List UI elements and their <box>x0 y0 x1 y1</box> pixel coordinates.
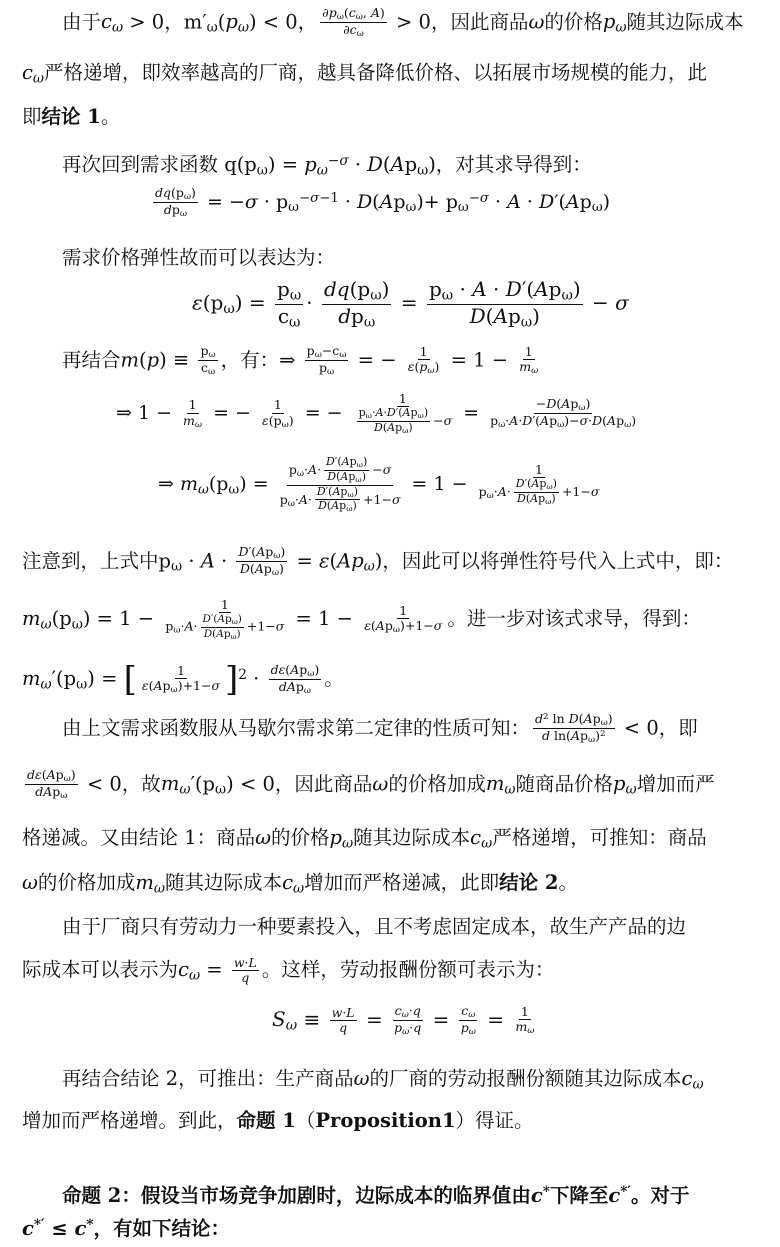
text-line-16: $\frac{d\varepsilon(Ap_\omega)}{dAp_\omega}$ < 0，故$m_\omega'(p_\omega) < 0$，因此商品ω的价格加成$m_\omega$随商品价格$p_\omega$增加而严 <box>27 768 715 802</box>
proposition-2-line-2: c*′ ≤ c*，有如下结论： <box>22 1217 231 1241</box>
text-line-1: 由于$c_\omega > 0$，$m'_\omega(p_\omega) < 0$， $\frac{\partial p_\omega(c_\omega, A)}{\partial c_\omega}$ > 0，因此商品ω的价格$p_\omega$随其边际成本 <box>62 6 744 40</box>
text-line-18: ω的价格加成$m_\omega$随其边际成本$c_\omega$增加而严格递减，此即结论 2。 <box>22 871 578 897</box>
text-line-20: 际成本可以表示为$c_\omega$ = $\frac{w\cdot L}{q}$ 。这样，劳动报酬份额可表示为： <box>22 955 555 985</box>
text-line-19: 由于厂商只有劳动力一种要素投入，且不考虑固定成本，故生产产品的边 <box>62 915 687 938</box>
equation-demand-derivative: $\frac{dq(p_\omega)}{dp_\omega}$ = $-\sigma \cdot p_\omega^{-\sigma-1} \cdot D(Ap_\omega)+ p_\omega^{-\sigma} \cdot A \cdot D'(Ap_\omega)$ <box>155 186 611 220</box>
text-line-12: 注意到，上式中$p_\omega \cdot A$ · $\frac{D'(Ap_\omega)}{D(Ap_\omega)}$ = $\varepsilon(Ap_\omega)$，因此可以将弹性符号代入上式中，即： <box>22 545 734 579</box>
text-line-15: 由上文需求函数服从马歇尔需求第二定律的性质可知： $\frac{d^2 \ln D(Ap_\omega)}{d \ln(Ap_\omega)^2}$ < 0，即 <box>62 712 698 746</box>
text-line-2: $c_\omega$严格递增，即效率越高的厂商，越具备降低价格、以拓展市场规模的能力，此 <box>22 61 708 87</box>
text-line-22: 再结合结论 2，可推出：生产商品ω的厂商的劳动报酬份额随其边际成本$c_\omega$ <box>62 1067 704 1093</box>
text-line-8: 再结合m(p) ≡ $\frac{p_\omega}{c_\omega}$ ，有：⇒ $\frac{p_\omega-c_\omega}{p_\omega}$ = − $\frac{1}{\varepsilon(p_\omega)}$ = 1 − $\frac{1}{m_\omega}$ <box>62 344 539 378</box>
text-line-6: 需求价格弹性故而可以表达为： <box>62 246 336 269</box>
text-line-4: 再次回到需求函数 $q(p_\omega) = p_\omega^{-\sigma} \cdot D(Ap_\omega)$，对其求导得到： <box>62 153 592 179</box>
equation-markup-step-2: ⇒ $m_\omega(p_\omega)$ = $p_\omega\cdot A\cdot$ $\frac{D'(Ap_\omega)}{D(Ap_\omega)}$ −σ $p_\omega\cdot A\cdot$ $\frac{D'(Ap_\omega)}{D(Ap_\omega)}$ +1−σ = 1 − 1 $p_\omega\cdot A\cdot$ $\frac{D'(Ap_\omega)}{D(Ap_\omega)}$ +1−σ <box>158 456 600 514</box>
equation-elasticity: $\varepsilon(p_\omega)$ = $\frac{p_\omega}{c_\omega}$ · $\frac{dq(p_\omega)}{dp_\omega}$ = $\frac{p_\omega \cdot A \cdot D'(Ap_\omega)}{D(Ap_\omega)}$ − σ <box>192 278 629 331</box>
text-line-3: 即结论 1。 <box>22 105 121 128</box>
text-line-13: $m_\omega(p_\omega) = 1$ − 1 $p_\omega\cdot A\cdot$ $\frac{D'(Ap_\omega)}{D(Ap_\omega)}$ +1−σ = 1 − $\frac{1}{\varepsilon(Ap_\omega)+1-\sigma}$ 。进一步对该式求导，得到： <box>22 598 701 641</box>
proposition-2-line-1: 命题 2：假设当市场竞争加剧时，边际成本的临界值由c*下降至c*′。对于 <box>62 1184 690 1208</box>
text-line-14: $m_\omega'(p_\omega)$ = [ $\frac{1}{\varepsilon(Ap_\omega)+1-\sigma}$ ]$^2$ · $\frac{d\varepsilon(Ap_\omega)}{dAp_\omega}$ 。 <box>22 660 344 700</box>
text-line-23: 增加而严格递增。到此，命题 1（Proposition1）得证。 <box>22 1109 534 1132</box>
text-line-17: 格递减。又由结论 1：商品ω的价格$p_\omega$随其边际成本$c_\omega$严格递增，可推知：商品 <box>22 826 707 852</box>
equation-labor-share: $S_\omega$ ≡ $\frac{w\cdot L}{q}$ = $\frac{c_\omega\cdot q}{p_\omega\cdot q}$ = $\frac{c_\omega}{p_\omega}$ = $\frac{1}{m_\omega}$ <box>272 1004 535 1038</box>
equation-markup-step-1: ⇒ 1 − $\frac{1}{m_\omega}$ = − $\frac{1}{\varepsilon(p_\omega)}$ = − 1 $\frac{p_\omega\cdot A\cdot D'(Ap_\omega)}{D(Ap_\omega)}$ −σ = $\frac{-D(Ap_\omega)}{p_\omega\cdot A\cdot D'(Ap_\omega)-\sigma\cdot D(Ap_\omega)}$ <box>116 392 637 436</box>
